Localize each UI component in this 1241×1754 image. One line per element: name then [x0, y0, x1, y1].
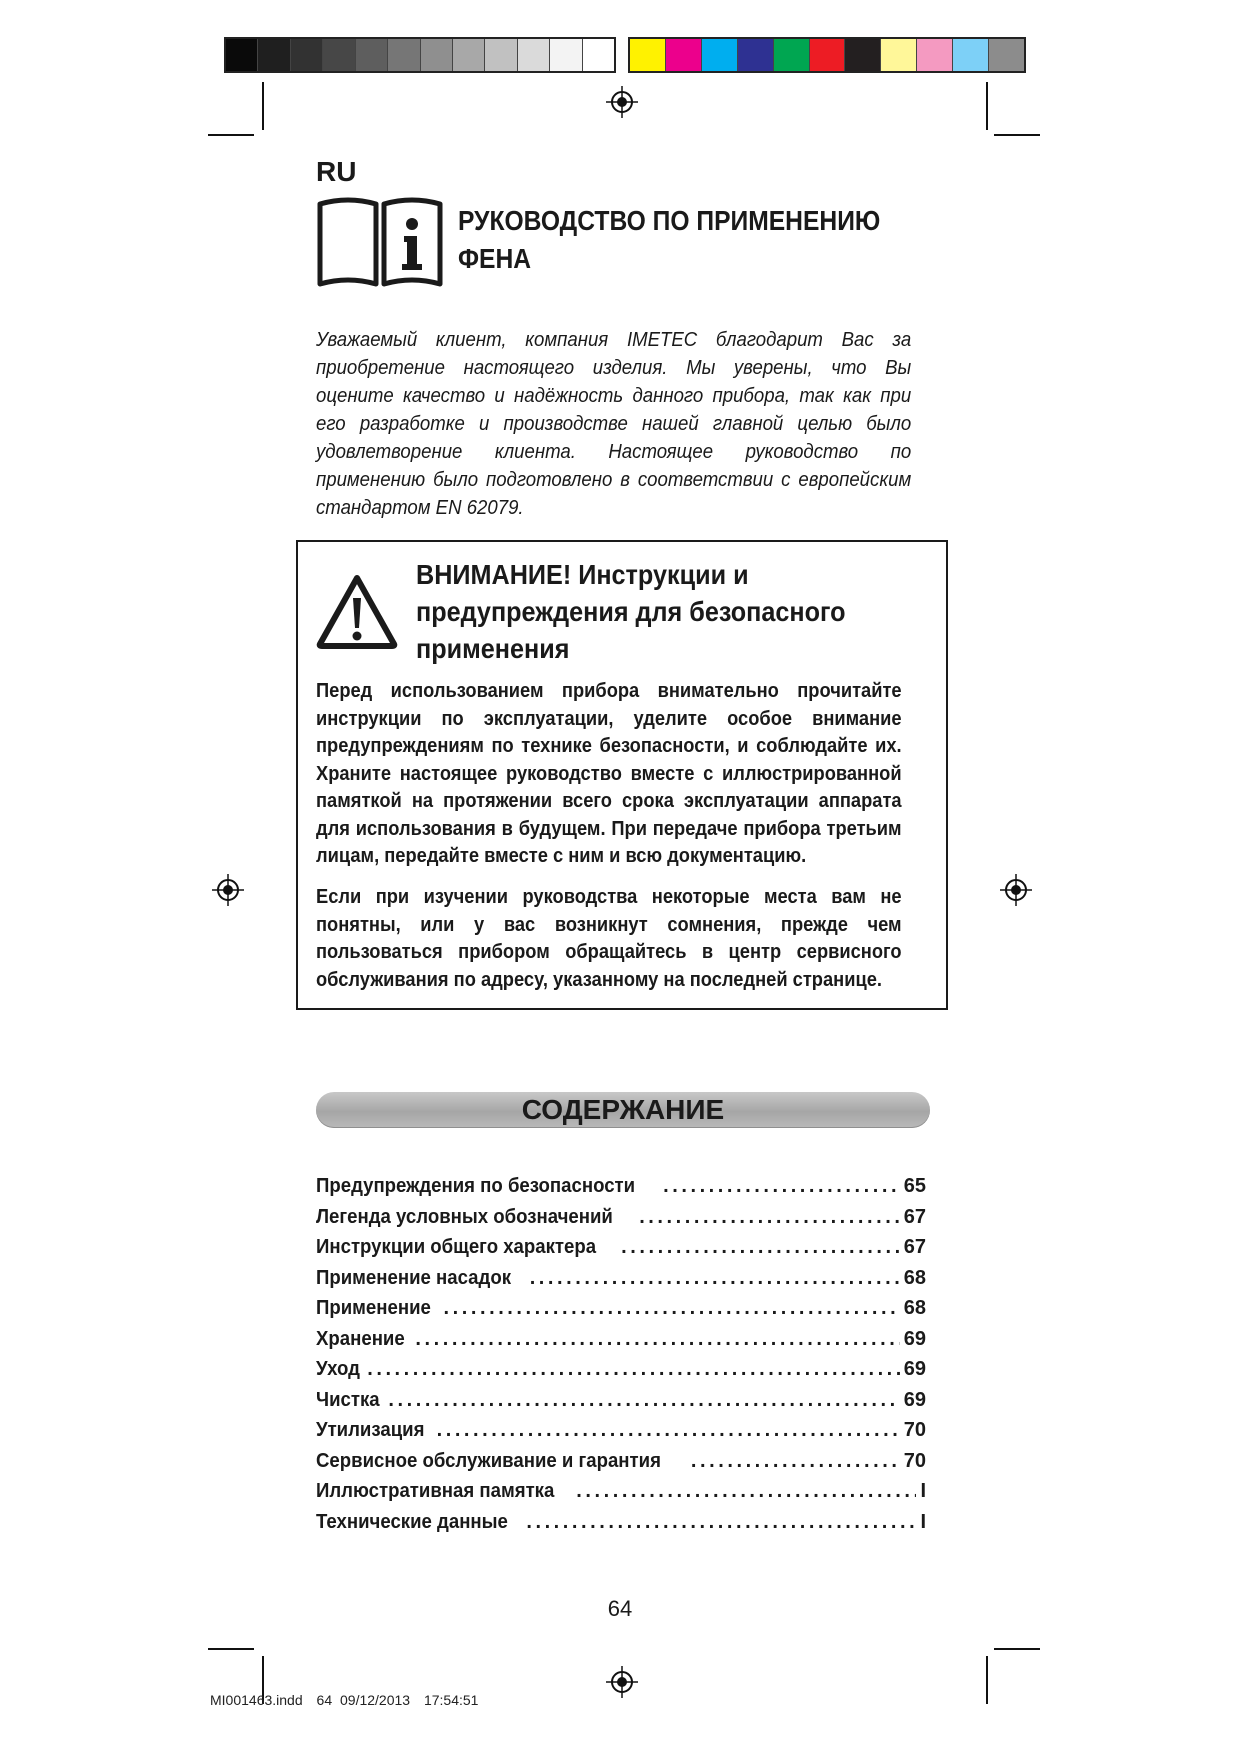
toc-entry-page: 67 — [903, 1205, 926, 1228]
toc-leader-dots — [367, 1358, 900, 1381]
warning-paragraph: Если при изучении руководства некоторые места вам не понятны, или у вас возникнут сомнения, прежде чем пользоваться прибором обращайтесь в центр сервисного обслуживания по адресу, указанному на последней странице. — [316, 886, 902, 991]
crop-mark — [208, 1648, 254, 1650]
toc-entry-page: 70 — [903, 1419, 926, 1441]
slug-date: 09/12/2013 — [340, 1692, 411, 1708]
color-swatch — [323, 39, 355, 71]
color-swatch — [953, 39, 989, 71]
color-swatch — [738, 39, 774, 71]
toc-entry-label: Сервисное обслуживание и гарантия — [316, 1449, 661, 1472]
toc-leader-dots — [388, 1389, 899, 1412]
toc-leader-dots — [526, 1511, 916, 1534]
color-swatch — [583, 39, 614, 71]
toc-leader-dots — [415, 1328, 899, 1351]
color-swatch — [388, 39, 420, 71]
toc-leader-dots — [530, 1267, 900, 1290]
toc-title: СОДЕРЖАНИЕ — [521, 1094, 725, 1125]
color-swatch — [917, 39, 953, 71]
info-book-icon — [316, 194, 444, 288]
color-swatch — [989, 39, 1024, 71]
toc-entry-label: Чистка — [316, 1388, 380, 1411]
toc-entry — [316, 1389, 926, 1420]
crop-mark — [994, 1648, 1040, 1650]
color-swatch — [485, 39, 517, 71]
crop-mark — [262, 82, 264, 130]
toc-leader-dots — [691, 1450, 900, 1473]
toc-list — [316, 1175, 926, 1541]
toc-leader-dots — [444, 1297, 900, 1320]
toc-entry-page: 68 — [903, 1297, 926, 1319]
slug-file: MI001463.indd — [210, 1692, 303, 1708]
color-swatch — [421, 39, 453, 71]
registration-mark-icon — [606, 86, 638, 118]
toc-entry-page: 69 — [903, 1327, 926, 1350]
toc-entry-page: I — [920, 1510, 926, 1533]
toc-entry-label: Предупреждения по безопасности — [316, 1175, 636, 1197]
registration-mark-icon — [1000, 874, 1032, 906]
page-title — [458, 202, 880, 278]
toc-entry — [316, 1206, 926, 1237]
intro-paragraph: Уважаемый клиент, компания IMETEC благодарит Вас за приобретение настоящего изделия. Мы уверены, что Вы оцените качество и надёжность данного прибора, так как при его разработке и производстве нашей главной целью было удовлетворение клиента. Настоящее руководство по применению было подготовлено в соответствии с европейским стандартом EN 62079. — [316, 329, 912, 519]
toc-entry-label: Применение — [316, 1297, 431, 1319]
color-swatch — [881, 39, 917, 71]
color-swatch — [550, 39, 582, 71]
toc-leader-dots — [639, 1206, 900, 1229]
warning-title-line: применения — [416, 633, 570, 664]
toc-entry-label: Иллюстративная памятка — [316, 1480, 555, 1502]
toc-entry-page: 68 — [903, 1266, 926, 1289]
toc-entry — [316, 1236, 926, 1267]
toc-entry — [316, 1480, 926, 1511]
color-swatch — [702, 39, 738, 71]
toc-entry-page: 65 — [903, 1175, 926, 1197]
registration-mark-icon — [606, 1666, 638, 1698]
slug-page: 64 — [316, 1692, 333, 1708]
toc-entry — [316, 1175, 926, 1206]
color-swatch — [666, 39, 702, 71]
grayscale-color-bar — [224, 37, 616, 73]
color-swatch — [630, 39, 666, 71]
toc-leader-dots — [663, 1175, 900, 1198]
page-number: 64 — [607, 1596, 633, 1621]
crop-mark — [986, 1656, 988, 1704]
toc-entry-label: Применение насадок — [316, 1266, 512, 1289]
toc-leader-dots — [576, 1480, 916, 1503]
toc-leader-dots — [621, 1236, 900, 1259]
toc-entry-page: 69 — [903, 1358, 926, 1380]
toc-entry — [316, 1328, 926, 1359]
crop-mark — [994, 134, 1040, 136]
toc-entry-page: I — [920, 1480, 926, 1502]
warning-title-line: предупреждения для безопасного — [416, 596, 846, 627]
toc-entry — [316, 1450, 926, 1481]
toc-leader-dots — [437, 1419, 900, 1442]
language-code: RU — [316, 156, 357, 187]
crop-mark — [986, 82, 988, 130]
color-swatch — [845, 39, 881, 71]
process-color-bar — [628, 37, 1026, 73]
toc-entry-label: Технические данные — [316, 1510, 508, 1533]
warning-title-line: ВНИМАНИЕ! Инструкции и — [416, 559, 749, 590]
warning-triangle-icon — [316, 574, 398, 650]
toc-entry-page: 70 — [903, 1449, 926, 1472]
color-swatch — [453, 39, 485, 71]
toc-entry-label: Легенда условных обозначений — [316, 1205, 613, 1228]
crop-mark — [208, 134, 254, 136]
toc-entry-page: 67 — [903, 1236, 926, 1258]
title-line: ФЕНА — [458, 243, 532, 274]
toc-entry-label: Хранение — [316, 1327, 405, 1350]
toc-entry — [316, 1267, 926, 1298]
color-swatch — [810, 39, 846, 71]
title-line: РУКОВОДСТВО ПО ПРИМЕНЕНИЮ — [458, 205, 881, 236]
warning-paragraph: Перед использованием прибора внимательно прочитайте инструкции по эксплуатации, уделите особое внимание предупреждениям по технике безопасности, и соблюдайте их. Храните настоящее руководство вместе с иллюстрированной памяткой на протяжении всего срока эксплуатации аппарата для использования в будущем. При передаче прибора третьим лицам, передайте вместе с ним и всю документацию. — [316, 680, 902, 867]
registration-mark-icon — [212, 874, 244, 906]
toc-entry — [316, 1297, 926, 1328]
color-swatch — [226, 39, 258, 71]
toc-entry-page: 69 — [903, 1388, 926, 1411]
slug-time: 17:54:51 — [423, 1692, 479, 1708]
color-swatch — [774, 39, 810, 71]
color-swatch — [258, 39, 290, 71]
toc-entry — [316, 1419, 926, 1450]
color-swatch — [291, 39, 323, 71]
toc-entry — [316, 1511, 926, 1542]
print-slug — [210, 1692, 488, 1708]
toc-entry-label: Инструкции общего характера — [316, 1236, 597, 1258]
color-swatch — [518, 39, 550, 71]
color-swatch — [356, 39, 388, 71]
toc-entry-label: Утилизация — [316, 1419, 425, 1441]
toc-entry — [316, 1358, 926, 1389]
toc-entry-label: Уход — [316, 1358, 360, 1380]
warning-title — [416, 556, 846, 667]
